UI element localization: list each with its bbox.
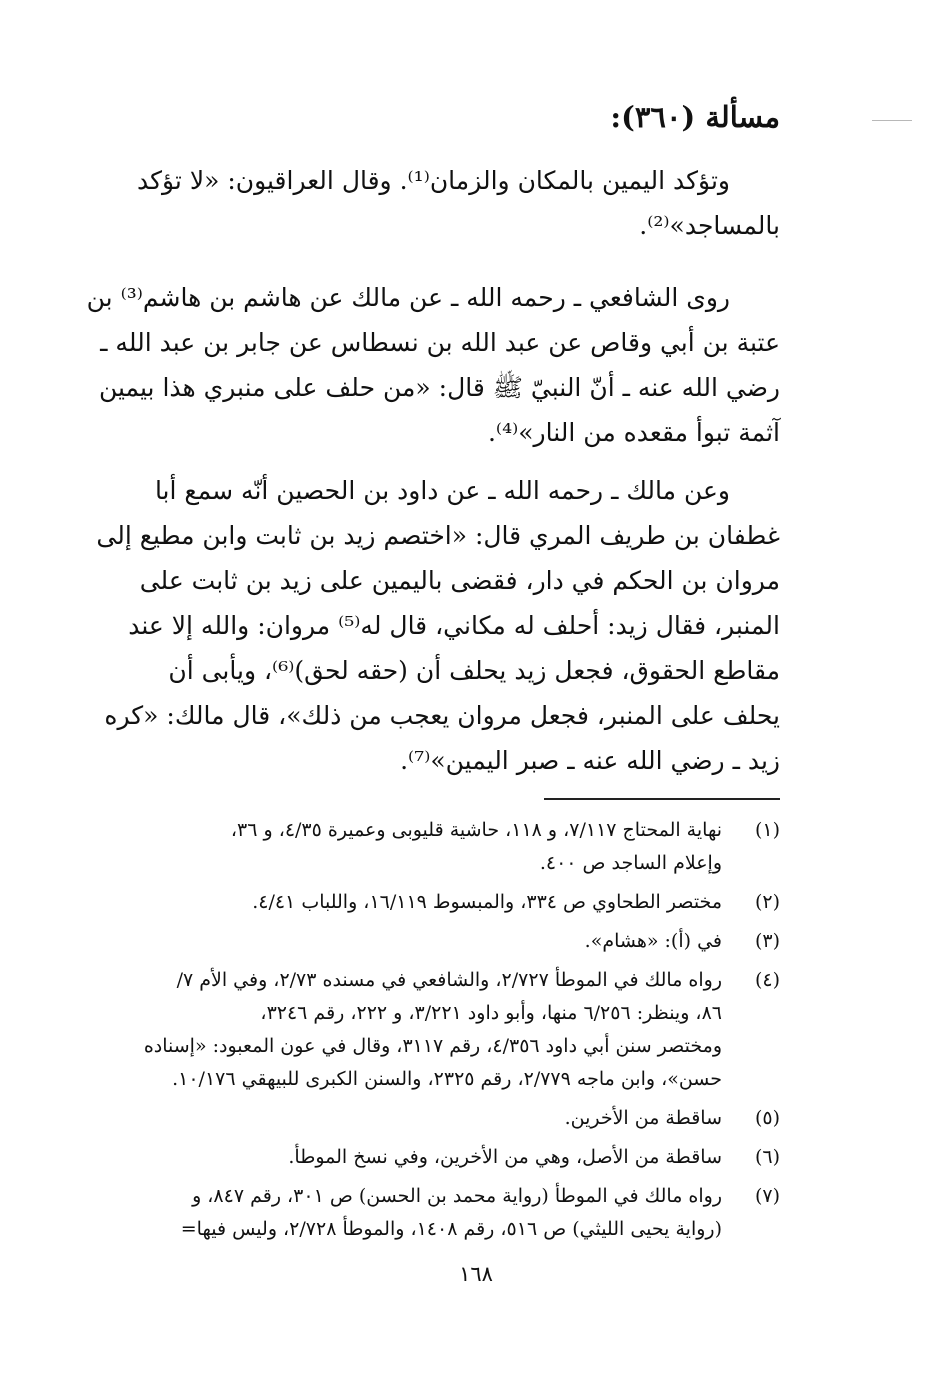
footnote-line: نهاية المحتاج ٧/١١٧، و ١١٨، حاشية قليوبى وعميرة ٤/٣٥، و ٣٦، — [230, 819, 722, 841]
footnote-number: (٣) — [754, 930, 780, 952]
text-line: بالمساجد»⁽²⁾. — [639, 211, 780, 240]
text-line: وتؤكد اليمين بالمكان والزمان⁽¹⁾. وقال العراقيون: «لا تؤكد — [136, 166, 730, 195]
issue-heading: مسألة (٣٦٠): — [610, 100, 780, 134]
footnote-line: حسن»، وابن ماجه ٢/٧٧٩، رقم ٢٣٢٥، والسنن الكبرى للبيهقي ١٠/١٧٦. — [172, 1068, 722, 1090]
footnote-number: (٥) — [754, 1107, 780, 1129]
footnote-line: رواه مالك في الموطأ (رواية محمد بن الحسن) ص ٣٠١، رقم ٨٤٧، و — [192, 1185, 722, 1207]
footnote-3 — [82, 925, 780, 958]
footnote-line: ساقطة من الأصل، وهي من الأخرين، وفي نسخ الموطأ. — [288, 1146, 722, 1168]
paragraph-1 — [82, 158, 780, 248]
footnote-line: ساقطة من الأخرين. — [564, 1107, 722, 1129]
footnote-separator — [544, 798, 780, 800]
text-line: غطفان بن طريف المري قال: «اختصم زيد بن ثابت وابن مطيع إلى — [96, 521, 780, 550]
margin-mark — [872, 120, 912, 121]
footnote-4 — [82, 964, 780, 1096]
footnote-number: (٢) — [754, 891, 780, 913]
footnote-1 — [82, 814, 780, 880]
text-line: مقاطع الحقوق، فجعل زيد يحلف أن (حقه لحق)⁽⁶⁾، ويأبى أن — [168, 656, 780, 685]
text-line: مروان بن الحكم في دار، فقضى باليمين على زيد بن ثابت على — [139, 566, 780, 595]
text-line: عتبة بن أبي وقاص عن عبد الله بن نسطاس عن جابر بن عبد الله ـ — [100, 328, 780, 357]
footnote-number: (١) — [754, 819, 780, 841]
paragraph-3 — [82, 468, 780, 783]
footnote-line: رواه مالك في الموطأ ٢/٧٢٧، والشافعي في مسنده ٢/٧٣، وفي الأم ٧/ — [176, 969, 722, 991]
page-number: ١٦٨ — [459, 1262, 493, 1286]
footnote-line: مختصر الطحاوي ص ٣٣٤، والمبسوط ١٦/١١٩، واللباب ٤/٤١. — [252, 891, 722, 913]
footnote-number: (٧) — [754, 1185, 780, 1207]
text-line: يحلف على المنبر، فجعل مروان يعجب من ذلك»، قال مالك: «كره — [104, 701, 780, 730]
footnotes — [82, 814, 780, 1252]
footnote-number: (٦) — [754, 1146, 780, 1168]
footnote-line: ٨٦، وينظر: ٦/٢٥٦ منها، وأبو داود ٣/٢٢١، و ٢٢٢، رقم ٣٢٤٦، — [260, 1002, 722, 1024]
footnote-line: ومختصر سنن أبي داود ٤/٣٥٦، رقم ٣١١٧، وقال في عون المعبود: «إسناده — [143, 1035, 722, 1057]
text-line: روى الشافعي ـ رحمه الله ـ عن مالك عن هاشم بن هاشم⁽³⁾ بن — [86, 283, 730, 312]
paragraph-2 — [82, 275, 780, 455]
text-line: زيد ـ رضي الله عنه ـ صبر اليمين»⁽⁷⁾. — [400, 746, 780, 775]
footnote-line: وإعلام الساجد ص ٤٠٠. — [539, 852, 722, 874]
text-line: المنبر، فقال زيد: أحلف له مكاني، قال له⁽⁵⁾ مروان: والله إلا عند — [128, 611, 780, 640]
text-line: وعن مالك ـ رحمه الله ـ عن داود بن الحصين أنّه سمع أبا — [154, 476, 730, 505]
footnote-6 — [82, 1141, 780, 1174]
footnote-number: (٤) — [754, 969, 780, 991]
text-line: آثمة تبوأ مقعده من النار»⁽⁴⁾. — [487, 418, 780, 447]
text-line: رضي الله عنه ـ أنّ النبيّ ﷺ قال: «من حلف على منبري هذا بيمين — [98, 373, 780, 402]
footnote-5 — [82, 1102, 780, 1135]
footnote-line: في (أ): «هشام». — [584, 930, 722, 952]
footnote-2 — [82, 886, 780, 919]
footnote-7 — [82, 1180, 780, 1246]
footnote-line: (رواية يحيى الليثي) ص ٥١٦، رقم ١٤٠٨، والموطأ ٢/٧٢٨، وليس فيها= — [180, 1218, 722, 1240]
